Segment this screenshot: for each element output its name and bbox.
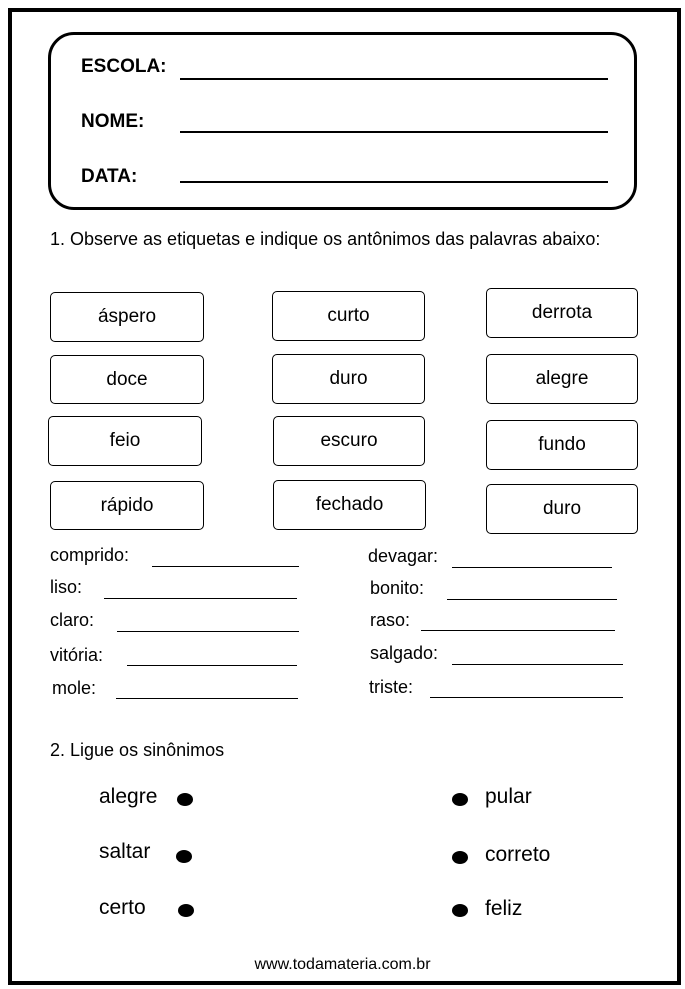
antonym-word: salgado: — [370, 643, 439, 663]
tag-label: doce — [50, 355, 204, 404]
answer-line — [447, 599, 617, 600]
tag-label: fechado — [273, 480, 426, 530]
bullet-dot-icon — [452, 793, 468, 806]
tag-label: curto — [272, 291, 425, 341]
tag-label: áspero — [50, 292, 204, 342]
answer-line — [421, 630, 615, 631]
answer-line — [104, 598, 297, 599]
footer-website: www.todamateria.com.br — [254, 956, 431, 973]
school-line — [180, 78, 608, 80]
antonym-word: claro: — [50, 610, 95, 630]
antonym-word: comprido: — [50, 545, 130, 565]
answer-line — [117, 631, 299, 632]
tag-label: fundo — [486, 420, 638, 470]
antonym-word: raso: — [370, 610, 411, 630]
synonym-right-word: correto — [485, 843, 551, 866]
antonym-word: liso: — [50, 577, 83, 597]
name-label: NOME: — [81, 111, 145, 132]
synonym-right-word: feliz — [485, 897, 523, 920]
antonym-word: mole: — [52, 678, 97, 698]
antonym-word: vitória: — [50, 645, 104, 665]
date-line — [180, 181, 608, 183]
synonym-left-word: alegre — [99, 785, 158, 808]
answer-line — [152, 566, 299, 567]
answer-line — [452, 664, 623, 665]
answer-line — [116, 698, 298, 699]
name-line — [180, 131, 608, 133]
answer-line — [452, 567, 612, 568]
tag-label: duro — [486, 484, 638, 534]
bullet-dot-icon — [452, 851, 468, 864]
bullet-dot-icon — [176, 850, 192, 863]
bullet-dot-icon — [178, 904, 194, 917]
tag-label: duro — [272, 354, 425, 404]
tag-label: rápido — [50, 481, 204, 530]
question2-prompt: 2. Ligue os sinônimos — [50, 740, 225, 760]
bullet-dot-icon — [177, 793, 193, 806]
tag-label: alegre — [486, 354, 638, 404]
question1-prompt: 1. Observe as etiquetas e indique os antônimos das palavras abaixo: — [50, 229, 601, 249]
date-label: DATA: — [81, 166, 138, 187]
answer-line — [127, 665, 297, 666]
synonym-left-word: certo — [99, 896, 146, 919]
antonym-word: triste: — [369, 677, 414, 697]
antonym-word: bonito: — [370, 578, 425, 598]
synonym-right-word: pular — [485, 785, 532, 808]
school-label: ESCOLA: — [81, 56, 167, 77]
tag-label: feio — [48, 416, 202, 466]
bullet-dot-icon — [452, 904, 468, 917]
tag-label: escuro — [273, 416, 425, 466]
answer-line — [430, 697, 623, 698]
antonym-word: devagar: — [368, 546, 439, 566]
synonym-left-word: saltar — [99, 840, 151, 863]
tag-label: derrota — [486, 288, 638, 338]
